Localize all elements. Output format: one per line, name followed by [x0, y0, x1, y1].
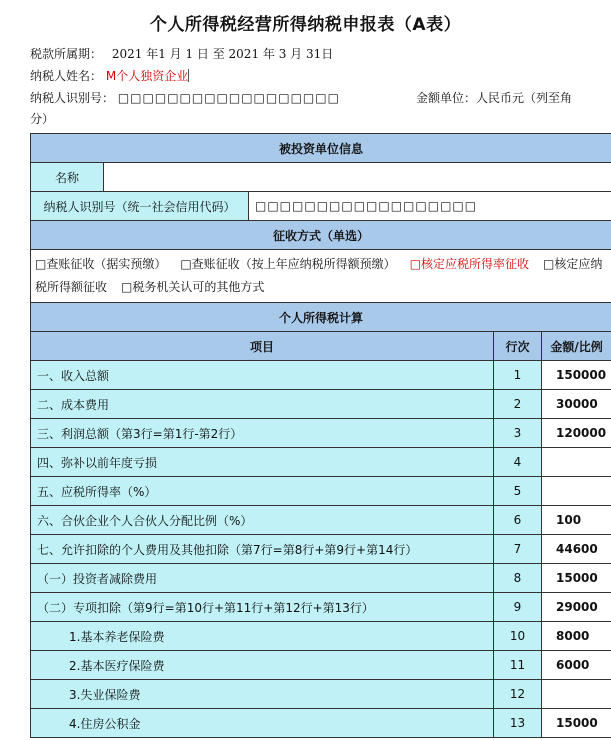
row-item-label: 一、收入总额: [31, 361, 494, 390]
section-collection-method: 征收方式（单选）: [31, 221, 611, 250]
taxpayer-name-input[interactable]: M个人独资企业: [105, 69, 189, 83]
table-row: [31, 506, 611, 535]
row-item-label: 三、利润总额（第3行=第1行-第2行）: [31, 419, 494, 448]
row-amount-input[interactable]: 29000: [542, 593, 611, 622]
collection-option-1[interactable]: □查账征收（据实预缴）: [35, 257, 167, 271]
collection-option-5[interactable]: □税务机关认可的其他方式: [121, 280, 265, 294]
tax-period: [30, 45, 333, 62]
table-row: [31, 709, 611, 738]
investee-id-label: 纳税人识别号（统一社会信用代码）: [31, 192, 249, 221]
tax-form-table: [30, 133, 611, 738]
taxpayer-name-label: 纳税人姓名：: [30, 69, 103, 83]
tax-period-value: 2021 年1 月 1 日 至 2021 年 3 月 31日: [111, 47, 334, 61]
row-item-label: 2.基本医疗保险费: [31, 651, 494, 680]
table-row: [31, 419, 611, 448]
row-number: 6: [494, 506, 542, 535]
row-number: 13: [494, 709, 542, 738]
row-number: 7: [494, 535, 542, 564]
row-amount-input[interactable]: 6000: [542, 651, 611, 680]
row-number: 5: [494, 477, 542, 506]
row-amount-input[interactable]: 100: [542, 506, 611, 535]
taxpayer-id-label: 纳税人识别号：: [30, 91, 115, 105]
table-row: [31, 535, 611, 564]
table-row: [31, 564, 611, 593]
table-row: [31, 680, 611, 709]
table-row: [31, 593, 611, 622]
table-row: [31, 390, 611, 419]
row-item-label: 4.住房公积金: [31, 709, 494, 738]
taxpayer-id-boxes[interactable]: □□□□□□□□□□□□□□□□□□: [117, 91, 340, 105]
collection-method-options: [31, 250, 611, 303]
row-amount-input[interactable]: 44600: [542, 535, 611, 564]
investee-name-input[interactable]: [104, 163, 611, 192]
table-row: [31, 477, 611, 506]
row-number: 4: [494, 448, 542, 477]
row-number: 12: [494, 680, 542, 709]
table-row: [31, 622, 611, 651]
collection-option-4[interactable]: □核定应纳税所得额征收: [35, 257, 603, 294]
row-item-label: 七、允许扣除的个人费用及其他扣除（第7行=第8行+第9行+第14行）: [31, 535, 494, 564]
section-investee-info: 被投资单位信息: [31, 134, 611, 163]
row-number: 11: [494, 651, 542, 680]
row-item-label: 五、应税所得率（%）: [31, 477, 494, 506]
table-row: [31, 361, 611, 390]
row-amount-input[interactable]: 15000: [542, 709, 611, 738]
row-amount-input[interactable]: 150000: [542, 361, 611, 390]
table-row: [31, 448, 611, 477]
row-number: 3: [494, 419, 542, 448]
row-amount-input[interactable]: 15000: [542, 564, 611, 593]
row-amount-input[interactable]: 8000: [542, 622, 611, 651]
amount-unit: 金额单位：人民币元（列至角: [416, 91, 573, 105]
row-number: 2: [494, 390, 542, 419]
row-item-label: 二、成本费用: [31, 390, 494, 419]
tax-period-label: 税款所属期：: [30, 47, 103, 61]
row-item-label: 3.失业保险费: [31, 680, 494, 709]
row-amount-input[interactable]: 120000: [542, 419, 611, 448]
investee-name-label: 名称: [31, 163, 104, 192]
form-title: 个人所得税经营所得纳税申报表（A表）: [149, 15, 462, 35]
col-header-amount: 金额/比例: [542, 332, 611, 361]
investee-id-boxes[interactable]: □□□□□□□□□□□□□□□□□□: [249, 192, 611, 221]
taxpayer-name: [30, 67, 189, 84]
table-row: [31, 651, 611, 680]
row-amount-input[interactable]: 30000: [542, 390, 611, 419]
row-item-label: （二）专项扣除（第9行=第10行+第11行+第12行+第13行）: [31, 593, 494, 622]
row-amount-input[interactable]: [542, 680, 611, 709]
row-number: 1: [494, 361, 542, 390]
row-item-label: 四、弥补以前年度亏损: [31, 448, 494, 477]
collection-option-2[interactable]: □查账征收（按上年应纳税所得额预缴）: [180, 257, 396, 271]
col-header-item: 项目: [31, 332, 494, 361]
row-number: 9: [494, 593, 542, 622]
row-number: 10: [494, 622, 542, 651]
row-item-label: 1.基本养老保险费: [31, 622, 494, 651]
text-cursor: [188, 69, 189, 82]
row-amount-input[interactable]: [542, 448, 611, 477]
amount-unit-cont: 分）: [30, 112, 55, 126]
row-amount-input[interactable]: [542, 477, 611, 506]
collection-option-3[interactable]: □核定应税所得率征收: [409, 257, 530, 271]
col-header-row: 行次: [494, 332, 542, 361]
row-number: 8: [494, 564, 542, 593]
row-item-label: 六、合伙企业个人合伙人分配比例（%）: [31, 506, 494, 535]
row-item-label: （一）投资者减除费用: [31, 564, 494, 593]
taxpayer-id: [30, 89, 340, 106]
section-calc: 个人所得税计算: [31, 303, 611, 332]
